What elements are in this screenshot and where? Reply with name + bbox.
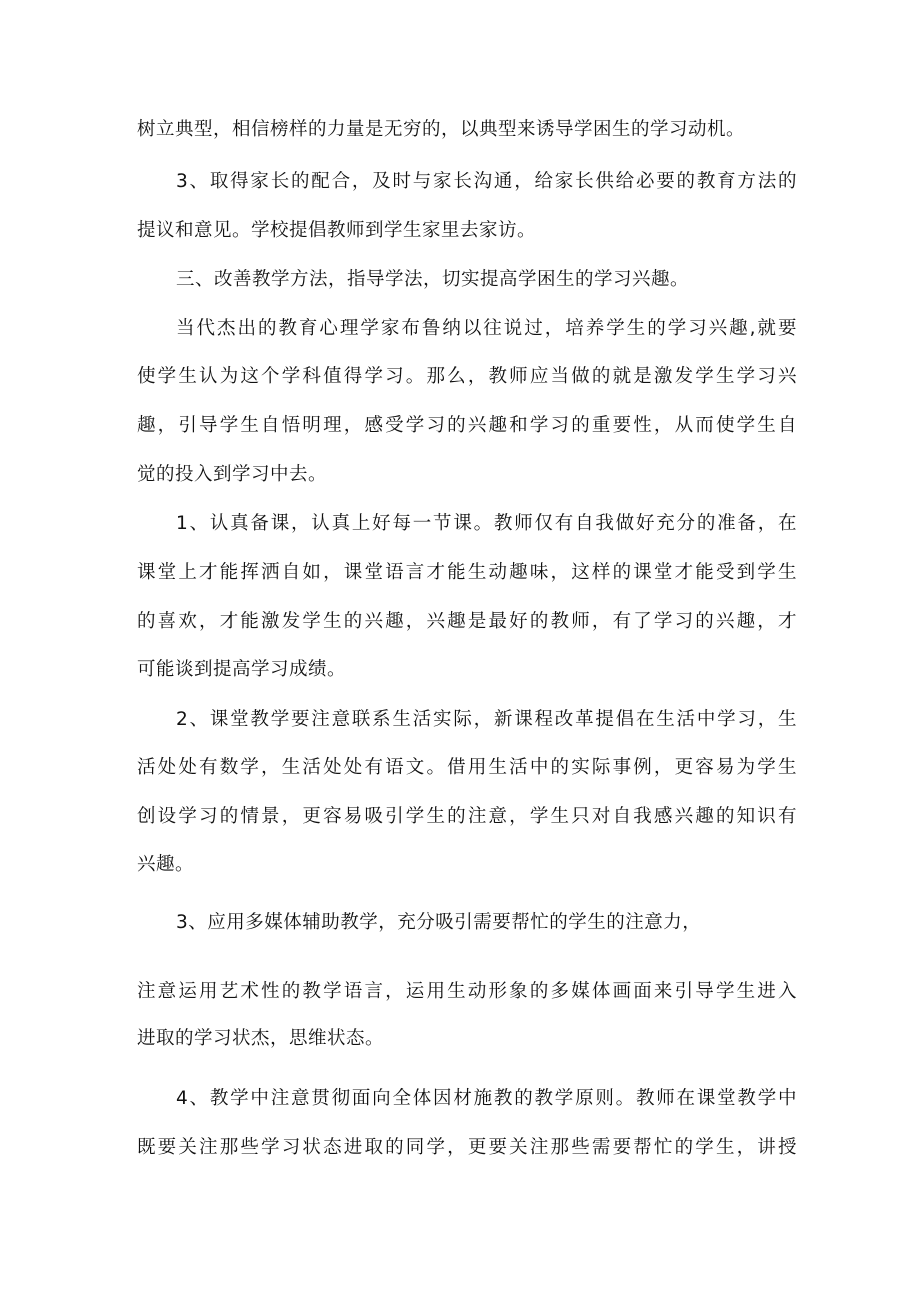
text-line-6: 使学生认为这个学科值得学习。那么，教师应当做的就是激发学生学习兴 (137, 366, 797, 387)
text-line-1: 树立典型，相信榜样的力量是无穷的，以典型来诱导学困生的学习动机。 (137, 119, 746, 140)
text-line-12: 可能谈到提高学习成绩。 (137, 659, 347, 680)
text-line-19: 进取的学习状杰，思维状态。 (137, 1028, 385, 1049)
text-line-17: 3、应用多媒体辅助教学，充分吸引需要帮忙的学生的注意力， (176, 912, 702, 933)
text-line-3: 提议和意见。学校提倡教师到学生家里去家访。 (137, 220, 537, 241)
text-line-21: 既要关注那些学习状态进取的同学，更要关注那些需要帮忙的学生，讲授 (137, 1137, 797, 1158)
text-line-15: 创设学习的情景，更容易吸引学生的注意，学生只对自我感兴趣的知识有 (137, 806, 797, 827)
text-line-8: 觉的投入到学习中去。 (137, 464, 328, 485)
text-line-5: 当代杰出的教育心理学家布鲁纳以往说过，培养学生的学习兴趣,就要 (176, 318, 797, 339)
text-line-18: 注意运用艺术性的教学语言，运用生动形象的多媒体画面来引导学生进入 (137, 981, 797, 1002)
text-line-2: 3、取得家长的配合，及时与家长沟通，给家长供给必要的教育方法的 (176, 171, 797, 192)
text-line-11: 的喜欢，才能激发学生的兴趣，兴趣是最好的教师，有了学习的兴趣，才 (137, 611, 797, 632)
text-line-9: 1、认真备课，认真上好每一节课。教师仅有自我做好充分的准备，在 (176, 513, 797, 534)
text-line-4: 三、改善教学方法，指导学法，切实提高学困生的学习兴趣。 (176, 269, 690, 290)
text-line-7: 趣，引导学生自悟明理，感受学习的兴趣和学习的重要性，从而使学生自 (137, 415, 797, 436)
text-line-10: 课堂上才能挥洒自如，课堂语言才能生动趣味，这样的课堂才能受到学生 (137, 562, 797, 583)
text-line-20: 4、教学中注意贯彻面向全体因材施教的教学原则。教师在课堂教学中 (176, 1088, 797, 1109)
text-line-14: 活处处有数学，生活处处有语文。借用生活中的实际事例，更容易为学生 (137, 757, 797, 778)
text-line-13: 2、课堂教学要注意联系生活实际，新课程改革提倡在生活中学习，生 (176, 709, 797, 730)
text-line-16: 兴趣。 (137, 854, 195, 875)
